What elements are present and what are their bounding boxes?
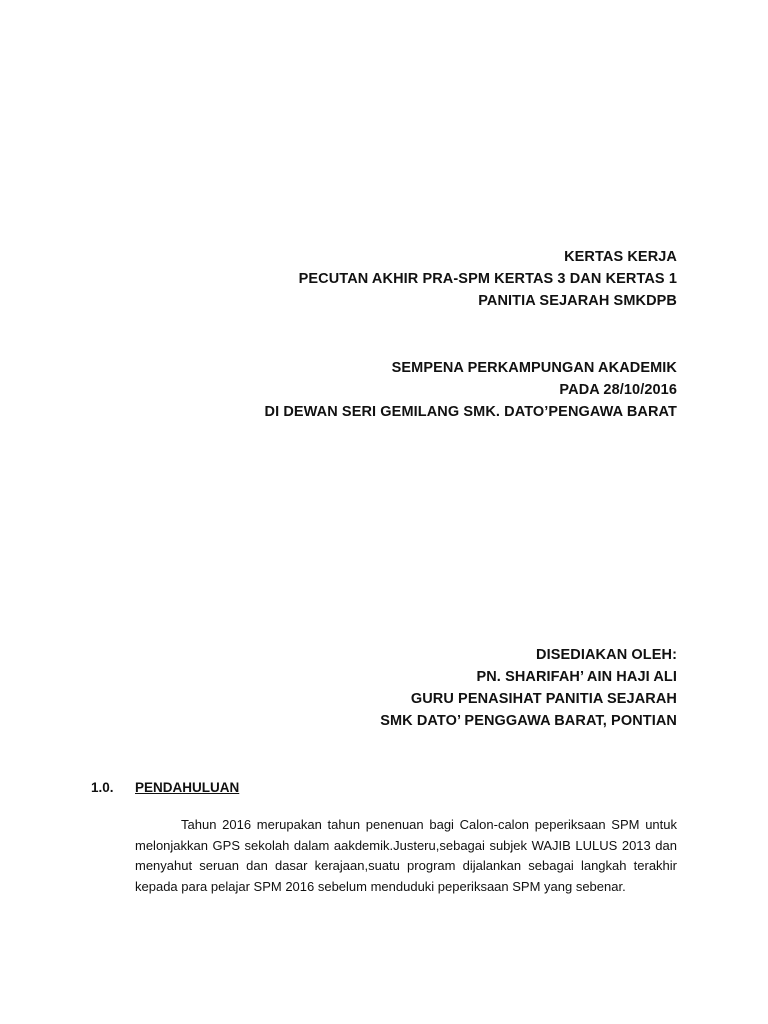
prepared-by-label: DISEDIAKAN OLEH:	[536, 647, 677, 663]
prepared-by-block	[380, 644, 677, 732]
author-school: SMK DATO’ PENGGAWA BARAT, PONTIAN	[380, 713, 677, 729]
document-type-heading: KERTAS KERJA	[564, 249, 677, 265]
author-position: GURU PENASIHAT PANITIA SEJARAH	[410, 691, 677, 707]
event-details-block	[265, 357, 678, 423]
event-date: PADA 28/10/2016	[559, 382, 677, 398]
section-heading: PENDAHULUAN	[135, 780, 240, 795]
panel-name: PANITIA SEJARAH SMKDPB	[478, 293, 677, 309]
program-title: PECUTAN AKHIR PRA-SPM KERTAS 3 DAN KERTAS 1	[298, 271, 677, 287]
event-name: SEMPENA PERKAMPUNGAN AKADEMIK	[391, 360, 677, 376]
section-number: 1.0.	[91, 780, 114, 795]
author-name: PN. SHARIFAH’ AIN HAJI ALI	[476, 669, 677, 685]
document-title-block	[299, 246, 677, 312]
event-venue: DI DEWAN SERI GEMILANG SMK. DATO’PENGAWA BARAT	[264, 404, 677, 420]
introduction-paragraph: Tahun 2016 merupakan tahun penenuan bagi Calon-calon peperiksaan SPM untuk melonjakkan GPS sekolah dalam aakdemik.Justeru,sebagai subjek WAJIB LULUS 2013 dan menyahut seruan dan dasar kerajaan,suatu program dijalankan sebagai langkah terakhir kepada para pelajar SPM 2016 sebelum menduduki peperiksaan SPM yang sebenar.	[135, 817, 677, 894]
